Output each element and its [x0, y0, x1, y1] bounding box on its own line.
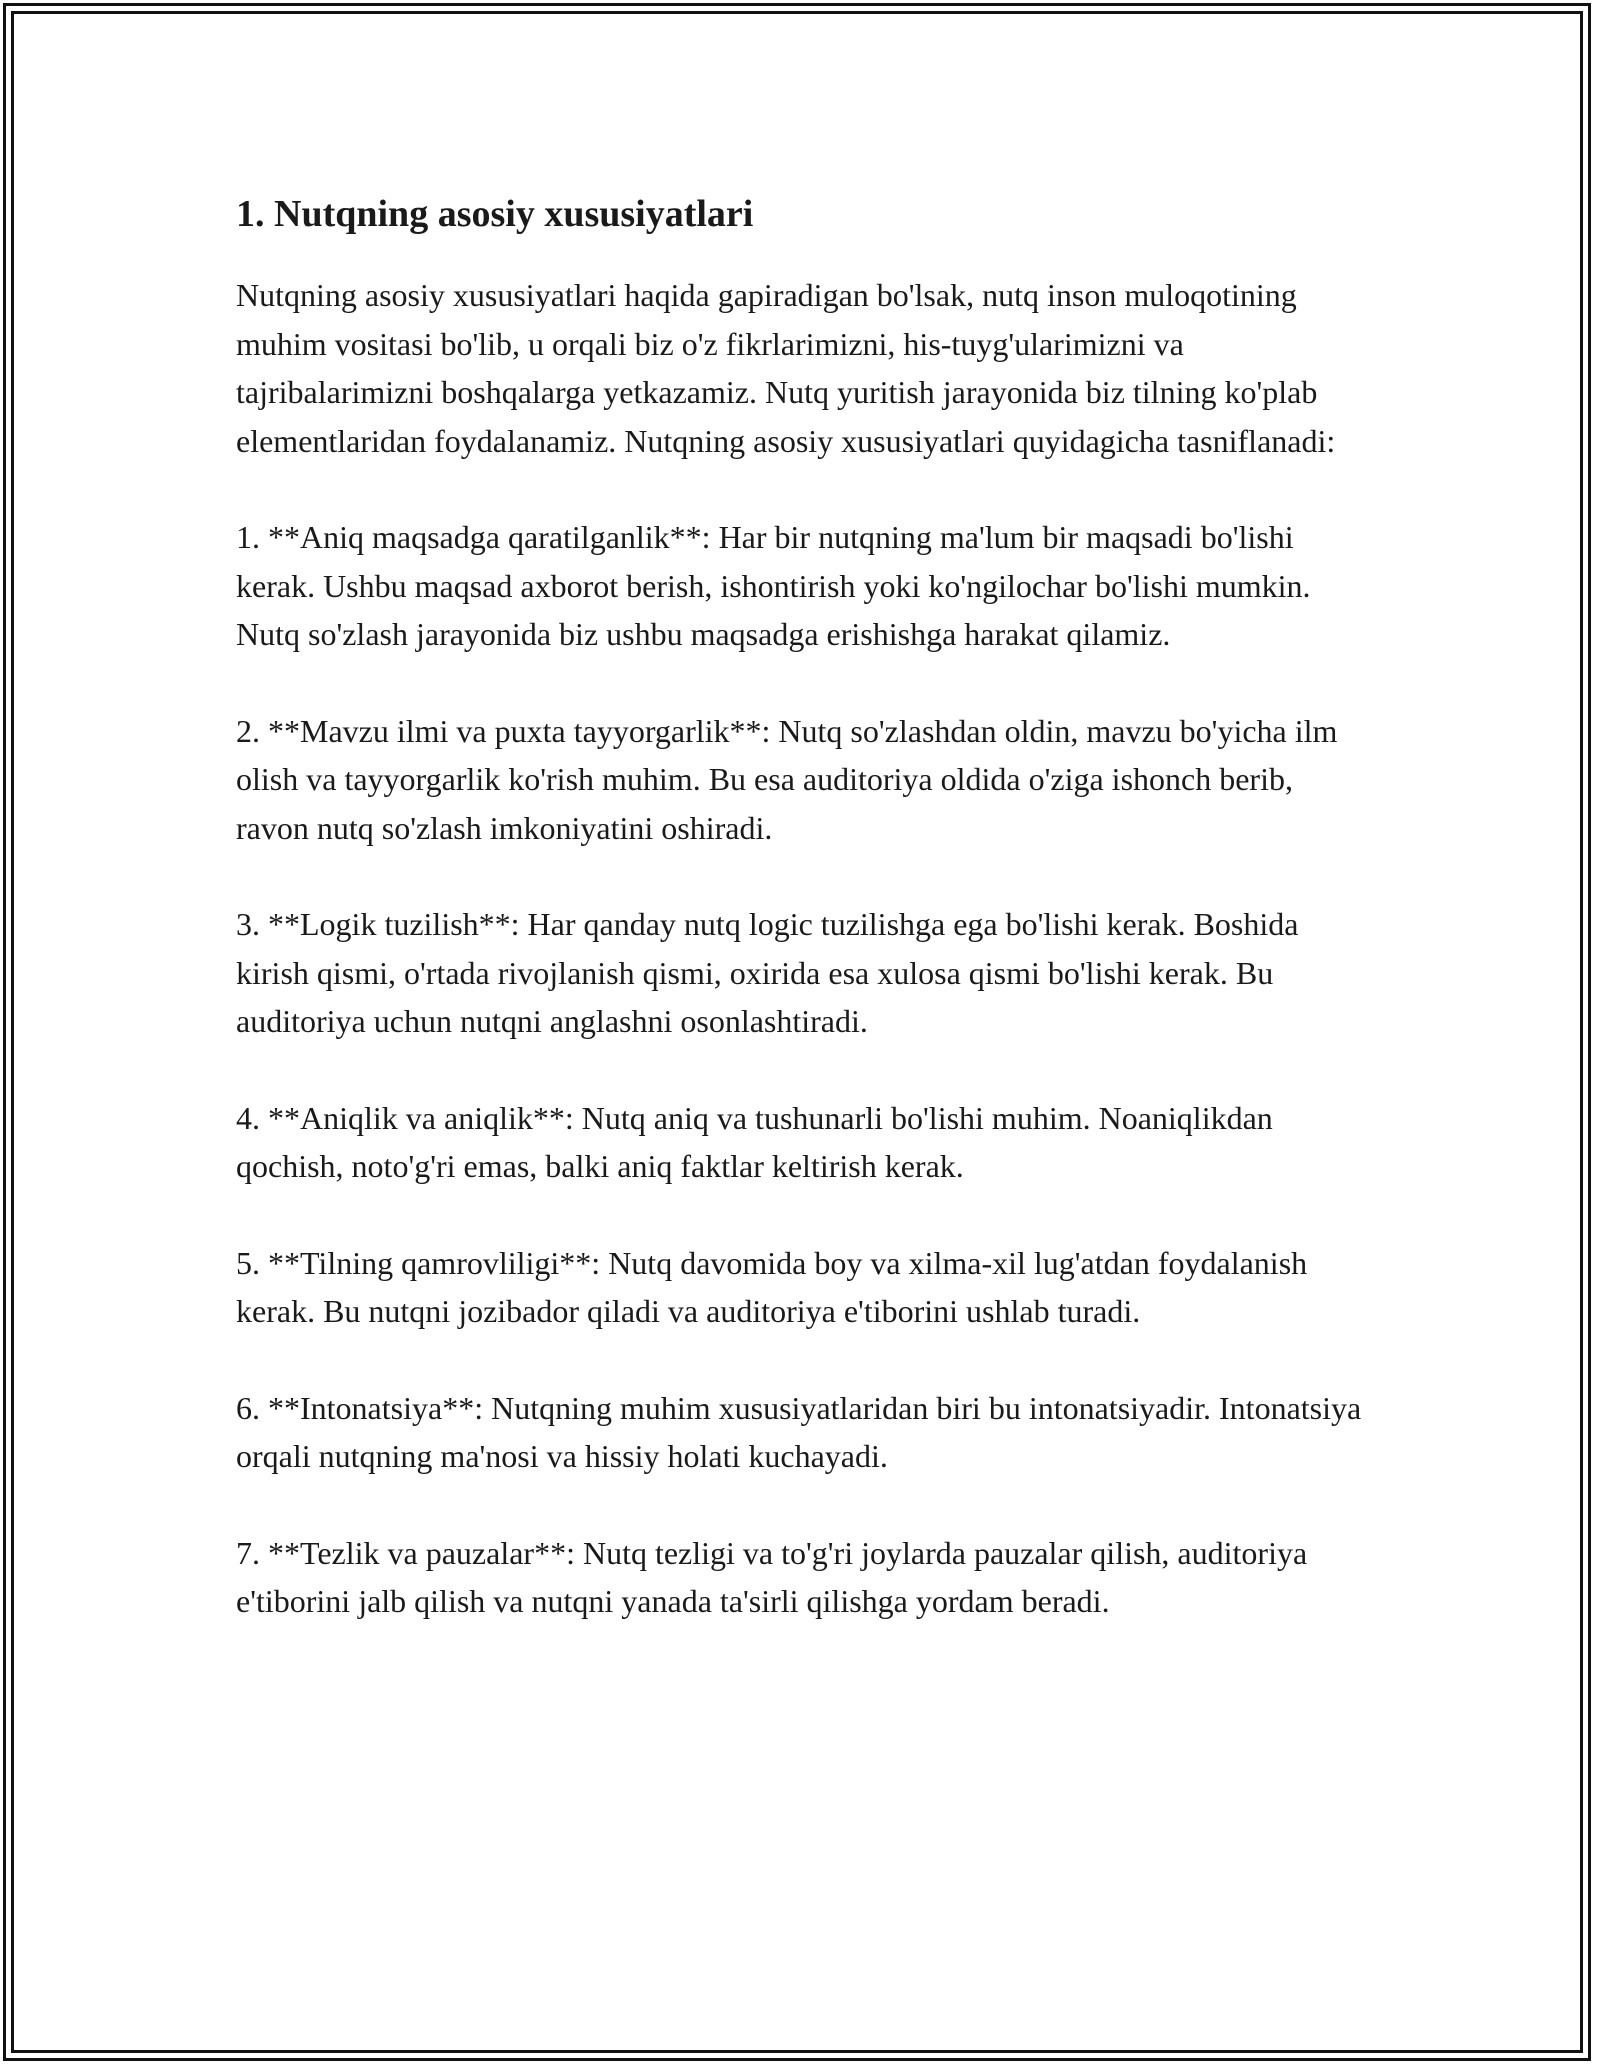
- list-item-2: 2. **Mavzu ilmi va puxta tayyorgarlik**: Nutq so'zlashdan oldin, mavzu bo'yicha ilm olish va tayyorgarlik ko'rish muhim. Bu esa auditoriya oldida o'ziga ishonch berib, ravon nutq so'zlash imkoniyatini oshiradi.: [236, 712, 1338, 846]
- list-item-1: 1. **Aniq maqsadga qaratilganlik**: Har bir nutqning ma'lum bir maqsadi bo'lishi kerak. Ushbu maqsad axborot berish, ishontirish yoki ko'ngilochar bo'lishi mumkin. Nutq so'zlash jarayonida biz ushbu maqsadga erishishga harakat qilamiz.: [236, 519, 1311, 652]
- list-item-6: 6. **Intonatsiya**: Nutqning muhim xususiyatlaridan biri bu intonatsiyadir. Intonatsiya orqali nutqning ma'nosi va hissiy holati kuchayadi.: [236, 1389, 1362, 1474]
- list-item-4: 4. **Aniqlik va aniqlik**: Nutq aniq va tushunarli bo'lishi muhim. Noaniqlikdan qochish, noto'g'ri emas, balki aniq faktlar keltirish kerak.: [236, 1099, 1273, 1184]
- list-item-3: 3. **Logik tuzilish**: Har qanday nutq logic tuzilishga ega bo'lishi kerak. Boshida kirish qismi, o'rtada rivojlanish qismi, oxirida esa xulosa qismi bo'lishi kerak. Bu auditoriya uchun nutqni anglashni osonlashtiradi.: [236, 906, 1299, 1039]
- document-page: [236, 183, 1366, 1674]
- section-heading: 1. Nutqning asosiy xususiyatlari: [236, 193, 754, 235]
- list-item-5: 5. **Tilning qamrovliligi**: Nutq davomida boy va xilma-xil lug'atdan foydalanish kerak. Bu nutqni jozibador qiladi va auditoriya e'tiborini ushlab turadi.: [236, 1244, 1308, 1329]
- intro-paragraph: Nutqning asosiy xususiyatlari haqida gapiradigan bo'lsak, nutq inson muloqotining muhim vositasi bo'lib, u orqali biz o'z fikrlarimizni, his-tuyg'ularimizni va tajribalarimizni boshqalarga yetkazamiz. Nutq yuritish jarayonida biz tilning ko'plab elementlaridan foydalanamiz. Nutqning asosiy xususiyatlari quyidagicha tasniflanadi:: [236, 277, 1336, 459]
- list-item-7: 7. **Tezlik va pauzalar**: Nutq tezligi va to'g'ri joylarda pauzalar qilish, auditoriya e'tiborini jalb qilish va nutqni yanada ta'sirli qilishga yordam beradi.: [236, 1534, 1308, 1619]
